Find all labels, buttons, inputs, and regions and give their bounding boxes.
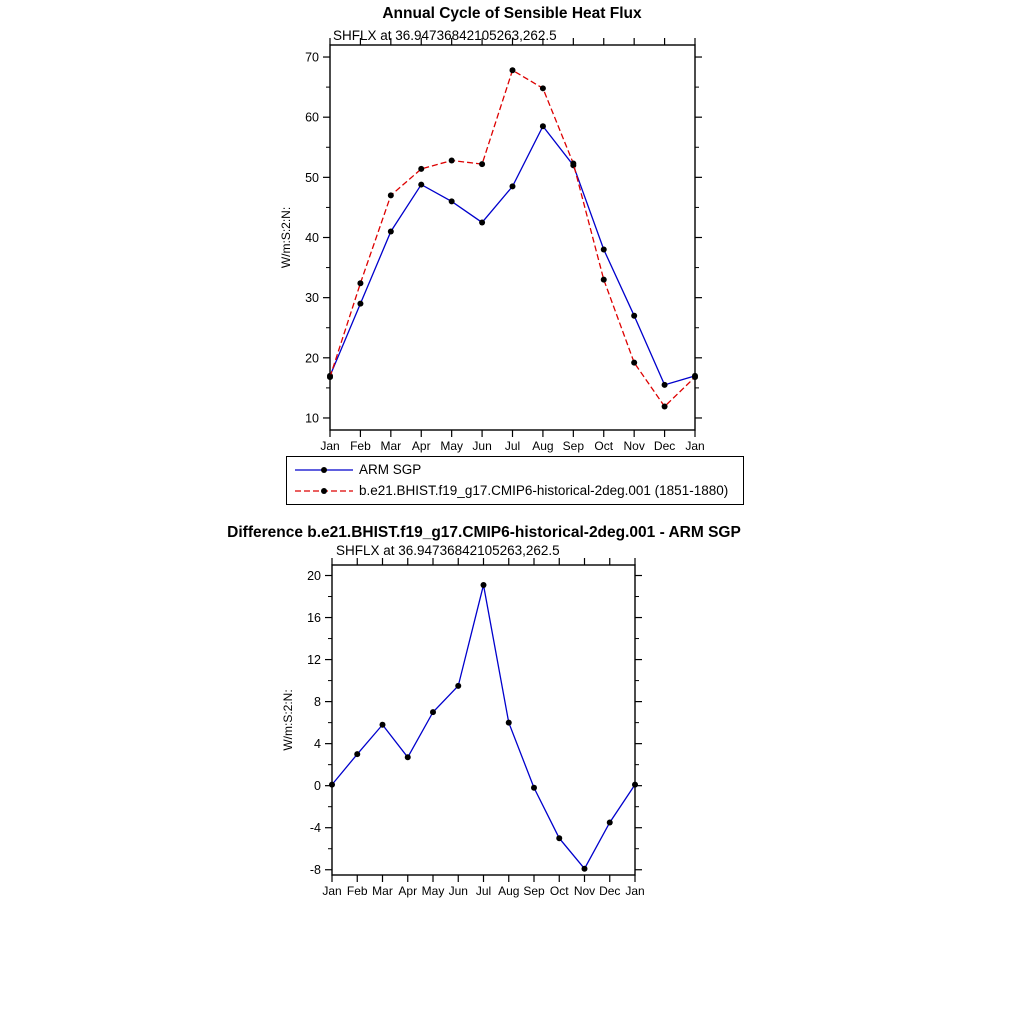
bottom-chart-plot <box>270 558 710 908</box>
svg-text:50: 50 <box>305 170 319 185</box>
legend-line-sample <box>293 484 355 498</box>
top-chart-subtitle: SHFLX at 36.94736842105263,262.5 <box>333 28 557 43</box>
svg-text:W/m:S:2:N:: W/m:S:2:N: <box>279 206 293 269</box>
svg-text:Nov: Nov <box>623 439 645 453</box>
svg-text:Dec: Dec <box>599 884 621 898</box>
legend-entry <box>293 480 737 501</box>
svg-text:Jan: Jan <box>625 884 645 898</box>
svg-text:Jul: Jul <box>504 439 521 453</box>
svg-text:Oct: Oct <box>594 439 614 453</box>
svg-text:Aug: Aug <box>498 884 520 898</box>
svg-text:W/m:S:2:N:: W/m:S:2:N: <box>281 689 295 751</box>
bottom-chart-subtitle: SHFLX at 36.94736842105263,262.5 <box>336 543 560 558</box>
svg-text:May: May <box>421 884 445 898</box>
svg-text:Dec: Dec <box>653 439 676 453</box>
top-chart-plot <box>268 40 728 465</box>
svg-text:10: 10 <box>305 411 319 426</box>
svg-text:Jun: Jun <box>448 884 468 898</box>
svg-text:Jul: Jul <box>475 884 492 898</box>
svg-text:Aug: Aug <box>532 439 554 453</box>
svg-text:16: 16 <box>307 611 321 626</box>
svg-text:8: 8 <box>314 695 321 710</box>
svg-text:Oct: Oct <box>549 884 569 898</box>
svg-text:Jun: Jun <box>472 439 492 453</box>
legend-label: b.e21.BHIST.f19_g17.CMIP6-historical-2deg.001 (1851-1880) <box>359 483 729 498</box>
svg-text:20: 20 <box>307 569 321 584</box>
svg-text:4: 4 <box>314 737 321 752</box>
svg-text:Jan: Jan <box>320 439 340 453</box>
legend-label: ARM SGP <box>359 462 422 477</box>
svg-text:Jan: Jan <box>685 439 705 453</box>
svg-text:0: 0 <box>314 779 321 794</box>
svg-text:60: 60 <box>305 110 319 125</box>
svg-text:Apr: Apr <box>398 884 418 898</box>
svg-text:Sep: Sep <box>523 884 545 898</box>
svg-text:Feb: Feb <box>346 884 368 898</box>
svg-text:Nov: Nov <box>573 884 596 898</box>
top-chart-title: Annual Cycle of Sensible Heat Flux <box>382 5 642 22</box>
svg-text:Sep: Sep <box>562 439 585 453</box>
svg-text:-8: -8 <box>309 863 321 878</box>
svg-text:May: May <box>440 439 464 453</box>
svg-text:Mar: Mar <box>380 439 402 453</box>
svg-text:-4: -4 <box>309 821 321 836</box>
svg-text:30: 30 <box>305 291 319 306</box>
svg-text:40: 40 <box>305 231 319 245</box>
svg-text:Mar: Mar <box>372 884 393 898</box>
svg-text:Jan: Jan <box>322 884 342 898</box>
svg-text:Feb: Feb <box>350 439 371 453</box>
svg-text:12: 12 <box>307 653 321 668</box>
svg-text:Apr: Apr <box>411 439 431 453</box>
legend-entry <box>293 459 737 480</box>
svg-text:20: 20 <box>305 351 319 366</box>
legend <box>286 456 744 505</box>
bottom-chart-title: Difference b.e21.BHIST.f19_g17.CMIP6-historical-2deg.001 - ARM SGP <box>227 524 741 541</box>
svg-text:70: 70 <box>305 50 319 65</box>
legend-line-sample <box>293 463 355 477</box>
